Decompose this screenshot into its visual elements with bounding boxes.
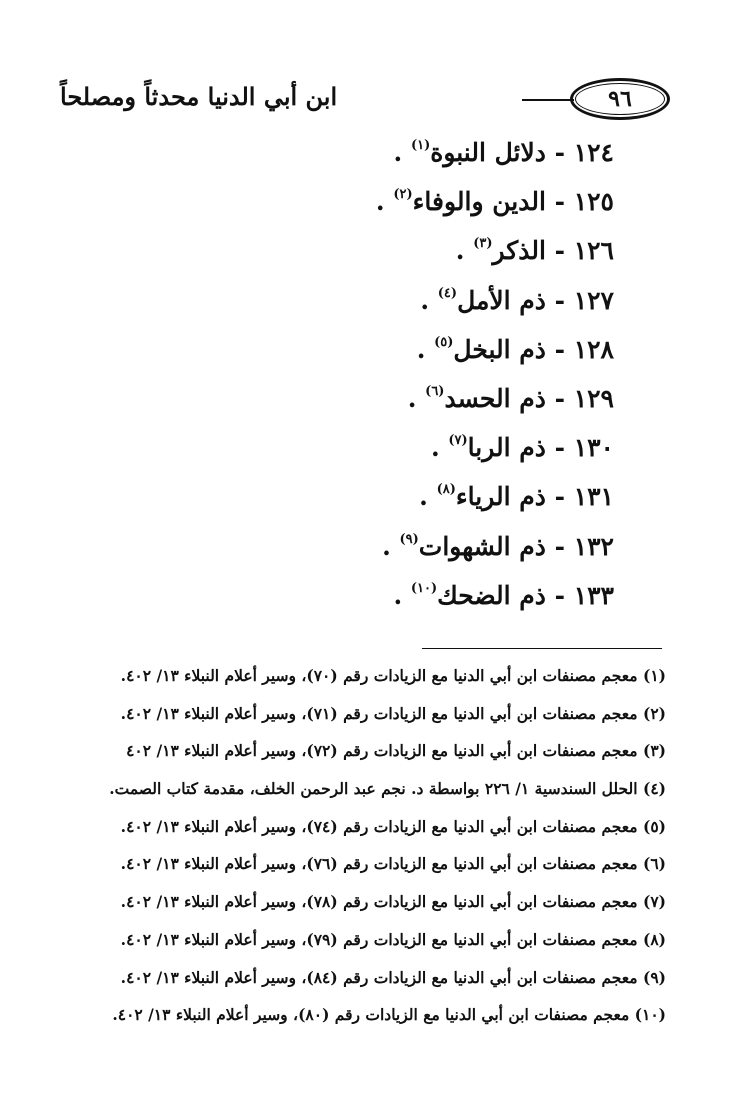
footnote-divider [422,648,662,649]
header-rule [522,99,574,101]
footnote-item: (١٠) معجم مصنفات ابن أبي الدنيا مع الزيادات رقم (٨٠)، وسير أعلام النبلاء ١٣/ ٤٠٢. [112,1005,666,1025]
footnote-item: (٦) معجم مصنفات ابن أبي الدنيا مع الزيادات رقم (٧٦)، وسير أعلام النبلاء ١٣/ ٤٠٢. [120,854,666,874]
entry-item: ١٣٣ - ذم الضحك$^{(١٠)}$ . [393,580,614,610]
footnote-item: (٥) معجم مصنفات ابن أبي الدنيا مع الزيادات رقم (٧٤)، وسير أعلام النبلاء ١٣/ ٤٠٢. [120,816,666,836]
entry-item: ١٣٠ - ذم الربا$^{(٧)}$ . [430,433,614,463]
footnote-item: (٢) معجم مصنفات ابن أبي الدنيا مع الزيادات رقم (٧١)، وسير أعلام النبلاء ١٣/ ٤٠٢. [120,703,666,723]
entry-item: ١٢٤ - دلائل النبوة$^{(١)}$ . [393,138,614,167]
running-header [60,78,670,124]
footnote-item: (٣) معجم مصنفات ابن أبي الدنيا مع الزيادات رقم (٧٢)، وسير أعلام النبلاء ١٣/ ٤٠٢ [126,741,666,761]
entry-item: ١٢٨ - ذم البخل$^{(٥)}$ . [416,334,614,364]
footnote-item: (٨) معجم مصنفات ابن أبي الدنيا مع الزيادات رقم (٧٩)، وسير أعلام النبلاء ١٣/ ٤٠٢. [120,929,666,949]
entry-item: ١٢٩ - ذم الحسد$^{(٦)}$ . [407,383,614,413]
footnote-item: (٤) الحلل السندسية ١/ ٢٢٦ بواسطة د. نجم عبد الرحمن الخلف، مقدمة كتاب الصمت. [109,779,666,799]
entry-item: ١٢٧ - ذم الأمل$^{(٤)}$ . [420,285,614,315]
footnote-item: (٧) معجم مصنفات ابن أبي الدنيا مع الزيادات رقم (٧٨)، وسير أعلام النبلاء ١٣/ ٤٠٢. [120,892,666,912]
entry-item: ١٣١ - ذم الرياء$^{(٨)}$ . [419,482,614,512]
entry-item: ١٢٦ - الذكر$^{(٣)}$ . [455,236,614,266]
footnote-item: (٩) معجم مصنفات ابن أبي الدنيا مع الزيادات رقم (٨٤)، وسير أعلام النبلاء ١٣/ ٤٠٢. [120,967,666,987]
footnote-item: (١) معجم مصنفات ابن أبي الدنيا مع الزيادات رقم (٧٠)، وسير أعلام النبلاء ١٣/ ٤٠٢. [120,666,666,685]
entry-item: ١٢٥ - الدين والوفاء$^{(٢)}$ . [375,187,614,217]
running-title: ابن أبي الدنيا محدثاً ومصلحاً [60,82,338,111]
page-number-oval [570,78,670,120]
page-number: ٩٦ [608,86,632,112]
entry-item: ١٣٢ - ذم الشهوات$^{(٩)}$ . [382,531,614,561]
entry-list [154,128,614,620]
footnote-list [106,662,666,1039]
